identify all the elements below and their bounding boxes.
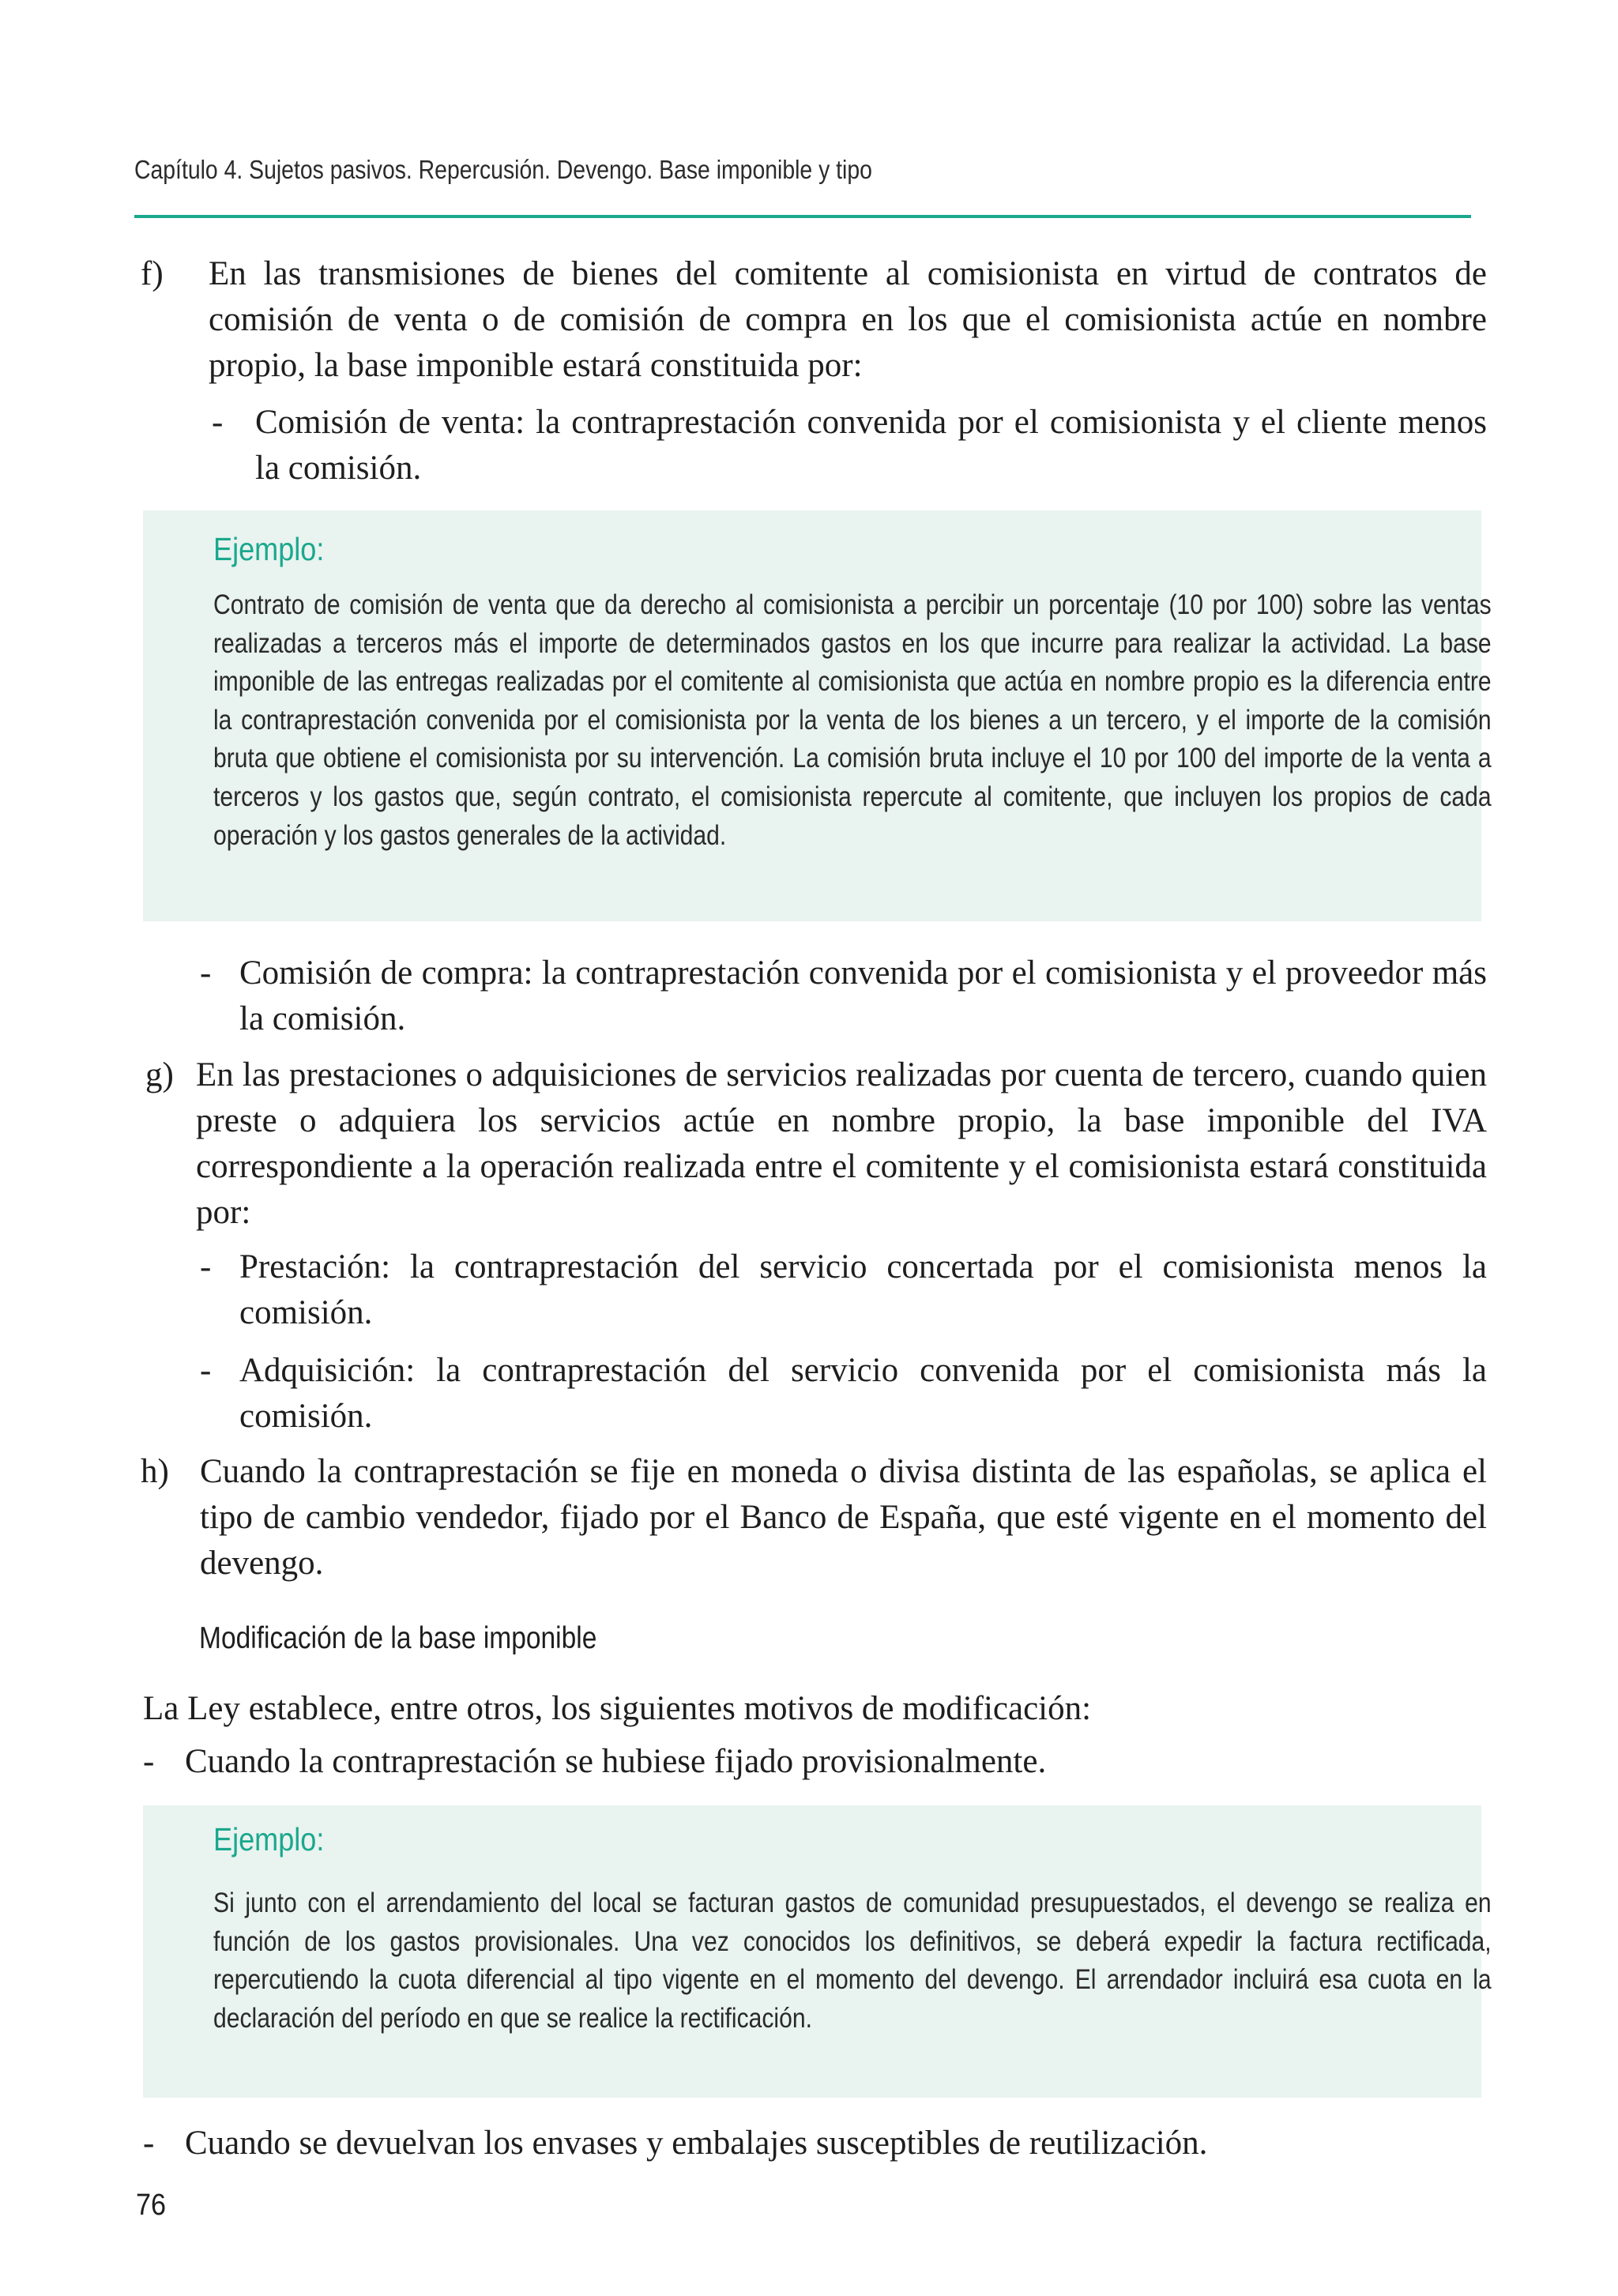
list-marker-h: h) (141, 1453, 169, 1490)
example-text: Contrato de comisión de venta que da derecho al comisionista a percibir un porcentaje (10 por 100) sobre las ventas realizadas a terceros más el importe de determinados gastos en los que incurre para realizar la actividad. La base imponible de las entregas realizadas por el comitente al comisionista que actúa en nombre propio es la diferencia entre la contraprestación convenida por el comisionista por la venta de los bienes a un tercero, y el importe de la comisión bruta que obtiene el comisionista por su intervención. La comisión bruta incluye el 10 por 100 del importe de la venta a terceros y los gastos que, según contrato, el comisionista repercute al comitente, que incluyen los propios de cada operación y los gastos generales de la actividad. (213, 589, 1492, 851)
dash-marker: - (143, 1743, 155, 1780)
example-box-1 (143, 510, 1492, 921)
list-item-g (145, 1052, 1487, 1236)
bullet-text: Cuando se devuelvan los envases y embalajes susceptibles de reutilización. (185, 2125, 1208, 2162)
sub-item-comision-compra (200, 950, 1487, 1042)
example-title: Ejemplo: (213, 531, 325, 567)
sub-item-text: Prestación: la contraprestación del servicio concertada por el comisionista menos la comisión. (239, 1248, 1487, 1331)
list-marker-f: f) (141, 255, 164, 292)
page-number: 76 (136, 2189, 167, 2222)
sub-item-text: Comisión de venta: la contraprestación convenida por el comisionista y el cliente menos la comisión. (255, 404, 1487, 487)
sub-item-text: Comisión de compra: la contraprestación convenida por el comisionista y el proveedor más la comisión. (239, 954, 1487, 1037)
example-box-2 (143, 1805, 1492, 2098)
sub-item-adquisicion (200, 1348, 1487, 1440)
section-heading: Modificación de la base imponible (199, 1621, 597, 1655)
example-text: Si junto con el arrendamiento del local se facturan gastos de comunidad presupuestados, el devengo se realiza en función de los gastos provisionales. Una vez conocidos los definitivos, se deberá expedir la factura rectificada, repercutiendo la cuota diferencial al tipo vigente en el momento del devengo. El arrendador incluirá esa cuota en la declaración del período en que se realice la rectificación. (213, 1888, 1492, 2034)
header-rule (134, 215, 1471, 218)
dash-marker: - (200, 1352, 212, 1389)
list-item-h-text: Cuando la contraprestación se fije en moneda o divisa distinta de las españolas, se aplica el tipo de cambio vendedor, fijado por el Banco de España, que esté vigente en el momento del devengo. (200, 1453, 1487, 1582)
sub-item-prestacion (200, 1244, 1487, 1336)
bullet-envases (143, 2121, 1487, 2166)
section-intro (143, 1686, 1486, 1732)
dash-marker: - (212, 404, 224, 441)
list-item-h (141, 1449, 1487, 1586)
example-title: Ejemplo: (213, 1821, 325, 1858)
dash-marker: - (200, 1248, 212, 1285)
list-item-g-text: En las prestaciones o adquisiciones de servicios realizadas por cuenta de tercero, cuando quien preste o adquiera los servicios actúe en nombre propio, la base imponible del IVA correspondiente a la operación realizada entre el comitente y el comisionista estará constituida por: (196, 1056, 1487, 1231)
list-item-f (141, 251, 1487, 389)
list-item-f-text: En las transmisiones de bienes del comitente al comisionista en virtud de contratos de comisión de venta o de comisión de compra en los que el comisionista actúe en nombre propio, la base imponible estará constituida por: (209, 255, 1487, 384)
list-marker-g: g) (145, 1056, 174, 1093)
dash-marker: - (200, 954, 212, 992)
section-intro-text: La Ley establece, entre otros, los siguientes motivos de modificación: (143, 1690, 1092, 1727)
bullet-text: Cuando la contraprestación se hubiese fijado provisionalmente. (185, 1743, 1047, 1780)
running-header: Capítulo 4. Sujetos pasivos. Repercusión. Devengo. Base imponible y tipo (134, 155, 872, 184)
bullet-provisional (143, 1739, 1487, 1785)
sub-item-comision-venta (212, 400, 1487, 491)
sub-item-text: Adquisición: la contraprestación del servicio convenida por el comisionista más la comisión. (239, 1352, 1487, 1435)
dash-marker: - (143, 2125, 155, 2162)
